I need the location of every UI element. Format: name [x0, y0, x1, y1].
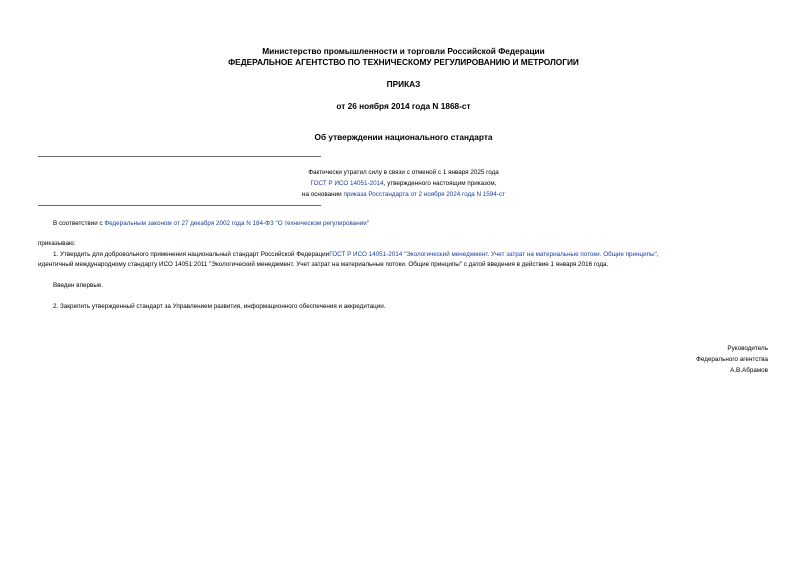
doc-type: ПРИКАЗ [386, 79, 421, 89]
gost-standard-link[interactable]: ГОСТ Р ИСО 14051-2014 "Экологический менеджмент. Учет затрат на материальные потоки. Общие принципы" [329, 251, 657, 258]
agency-title: ФЕДЕРАЛЬНОЕ АГЕНТСТВО ПО ТЕХНИЧЕСКОМУ РЕГУЛИРОВАНИЮ И МЕТРОЛОГИИ [228, 57, 579, 67]
divider-top [38, 156, 321, 157]
introduced-note: Введен впервые. [53, 282, 104, 289]
gost-link[interactable]: ГОСТ Р ИСО 14051-2014 [310, 180, 384, 187]
divider-bottom [38, 205, 321, 206]
status-note-line2 [0, 180, 807, 188]
status-note-line2-rest: , утвержденного настоящим приказом, [383, 180, 497, 187]
intro-prefix: В соответствии с [53, 220, 105, 227]
doc-date-number: от 26 ноября 2014 года N 1868-ст [336, 101, 471, 111]
status-note-line3-prefix: на основании [302, 191, 344, 198]
signature-title2: Федерального агентства [696, 356, 768, 363]
order-word: приказываю: [38, 240, 76, 247]
federal-law-link[interactable]: Федеральным законом от 27 декабря 2002 года N 184-ФЗ "О техническом регулировании" [104, 220, 370, 227]
signature-name: А.В.Абрамов [730, 367, 768, 374]
signature-block [696, 343, 768, 376]
item1-suffix: , [656, 251, 659, 258]
rosstandart-order-link[interactable]: приказа Росстандарта от 2 ноября 2024 года N 1594-ст [343, 191, 505, 198]
item2-paragraph: 2. Закрепить утвержденный стандарт за Управлением развития, информационного обеспечения и аккредитации. [53, 303, 386, 310]
doc-subject: Об утверждении национального стандарта [314, 132, 493, 142]
intro-paragraph [53, 220, 369, 228]
item1-prefix: 1. Утвердить для добровольного применения национальный стандарт Российской Федерации [53, 251, 330, 258]
status-note-line3 [0, 191, 807, 199]
item1-line2: идентичный международному стандарту ИСО 14051:2011 "Экологический менеджмент. Учет затрат на материальные потоки. Общие принципы" с датой введения в действие 1 января 2016 года. [38, 261, 609, 268]
signature-title1: Руководитель [727, 345, 768, 352]
ministry-title: Министерство промышленности и торговли Российской Федерации [262, 46, 545, 56]
item1-line1 [53, 251, 659, 259]
status-note-line1: Фактически утратил силу в связи с отменой с 1 января 2025 года [308, 169, 499, 176]
